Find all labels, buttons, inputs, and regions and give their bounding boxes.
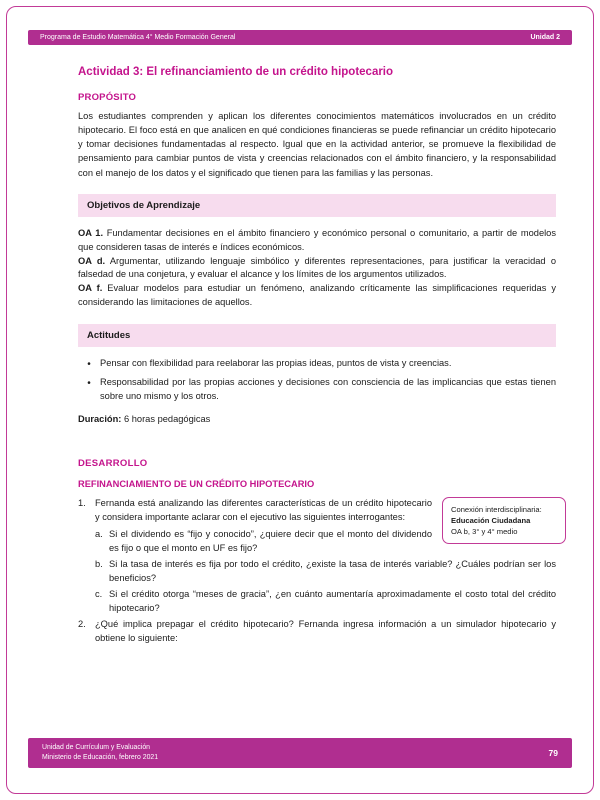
item-number: 1. (78, 498, 86, 509)
actitudes-list (78, 357, 556, 404)
activity-list-section (78, 497, 556, 645)
sub-item-text: Si la tasa de interés es fija por todo el crédito, ¿existe la tasa de interés variable? ¿Cuáles podrían ser los beneficios? (109, 558, 556, 583)
activity-title: Actividad 3: El refinanciamiento de un crédito hipotecario (78, 66, 394, 78)
sub-item-letter: c. (95, 588, 103, 599)
connection-box (442, 497, 566, 544)
proposito-heading: PROPÓSITO (78, 92, 137, 103)
header-program-title: Programa de Estudio Matemática 4° Medio Formación General (40, 34, 236, 41)
footer-line2: Ministerio de Educación, febrero 2021 (42, 754, 159, 761)
oa-label: OA f. (78, 283, 103, 294)
sub-item-letter: b. (95, 558, 103, 569)
sub-item-c (95, 588, 556, 616)
actitudes-item (78, 357, 556, 372)
footer-bar (28, 738, 572, 768)
header-unit-label: Unidad 2 (530, 34, 560, 41)
proposito-paragraph: Los estudiantes comprenden y aplican los diferentes conocimientos matemáticos involucrados en un crédito hipotecario. El foco está en que analicen en qué condiciones financieras se puede refinanciar un crédito hipotecario y tomar decisiones fundamentadas al respecto. Igual que en la actividad anterior, se promueve la flexibilidad de pensamiento para cambiar puntos de vista y creencias relacionados con el ámbito financiero, y la responsabilidad con el manejo de los datos y el significado que tienen para las familias y las personas. (78, 111, 556, 178)
oa-item (78, 255, 556, 283)
footer-line1: Unidad de Currículum y Evaluación (42, 744, 151, 751)
oa-label: OA 1. (78, 227, 104, 238)
page-content (78, 58, 556, 649)
page-number: 79 (548, 747, 558, 758)
item-number: 2. (78, 618, 86, 629)
oa-label: OA d. (78, 255, 106, 266)
refinanciamiento-subheading: REFINANCIAMIENTO DE UN CRÉDITO HIPOTECARIO (78, 479, 315, 490)
objetivos-banner: Objetivos de Aprendizaje (78, 194, 556, 217)
item-text: Fernanda está analizando las diferentes características de un crédito hipotecario y considera importante aclarar con el ejecutivo las siguientes interrogantes: (95, 498, 432, 523)
actitudes-banner: Actitudes (78, 324, 556, 347)
actitudes-item-text: Pensar con flexibilidad para reelaborar las propias ideas, puntos de vista y creencias. (100, 358, 452, 369)
sub-item-text: Si el crédito otorga “meses de gracia”, ¿en cuánto aumentaría aproximadamente el costo total del crédito hipotecario? (109, 588, 556, 613)
oa-text: Fundamentar decisiones en el ámbito financiero y económico personal o comunitario, a partir de modelos que consideren tasas de interés e índices económicos. (78, 227, 556, 252)
oa-item (78, 282, 556, 310)
connection-intro: Conexión interdisciplinaria: (451, 505, 542, 515)
bullet-icon: • (87, 359, 91, 371)
oa-text: Evaluar modelos para estudiar un fenómeno, analizando críticamente las simplificaciones requeridas y considerando las limitaciones de aquellos. (78, 283, 556, 308)
item-text: ¿Qué implica prepagar el crédito hipotecario? Fernanda ingresa información a un simulador hipotecario y obtiene lo siguiente: (95, 618, 556, 643)
sub-item-letter: a. (95, 529, 103, 539)
duracion-line (78, 414, 556, 424)
footer-credits (42, 743, 158, 763)
bullet-icon: • (87, 378, 91, 390)
desarrollo-heading: DESARROLLO (78, 458, 148, 470)
actitudes-item (78, 376, 556, 404)
header-bar (28, 30, 572, 45)
sub-item-b (95, 558, 556, 586)
actitudes-item-text: Responsabilidad por las propias acciones y decisiones con consciencia de las implicancias que estas tienen sobre uno mismo y los otros. (100, 377, 556, 402)
oa-item (78, 227, 556, 255)
duracion-label: Duración: (78, 414, 122, 425)
connection-subject: Educación Ciudadana (451, 516, 531, 526)
sub-item-text: Si el dividendo es “fijo y conocido”, ¿quiere decir que el monto del dividendo es fijo o que el monto en UF es fijo? (109, 529, 432, 553)
oa-text: Argumentar, utilizando lenguaje simbólico y diferentes representaciones, para justificar la veracidad o falsedad de una conjetura, y evaluar el alcance y los límites de los argumentos utilizados. (78, 255, 557, 280)
connection-detail: OA b, 3° y 4° medio (451, 527, 518, 537)
duracion-text: 6 horas pedagógicas (121, 414, 211, 425)
numbered-item-2 (78, 618, 556, 646)
